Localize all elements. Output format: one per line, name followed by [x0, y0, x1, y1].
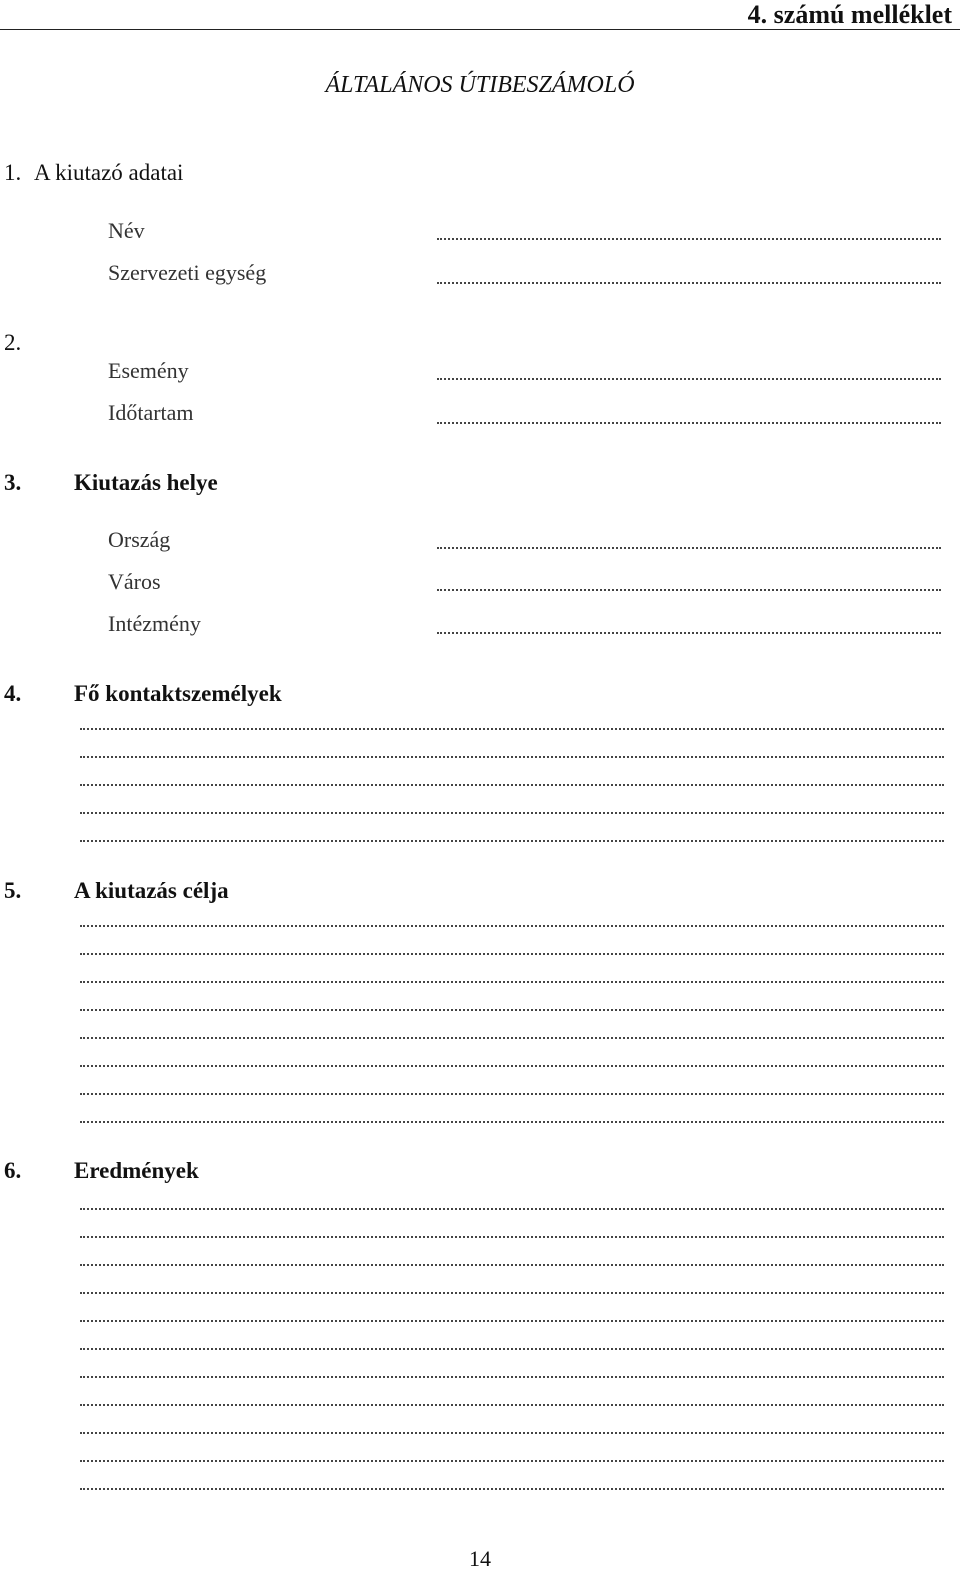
writing-line[interactable]: [80, 1488, 944, 1490]
page-number: 14: [469, 1546, 491, 1571]
writing-line[interactable]: [80, 1065, 944, 1067]
field-label-country: Ország: [108, 527, 171, 552]
writing-line[interactable]: [80, 1376, 944, 1378]
writing-line[interactable]: [80, 812, 944, 814]
section-6-number: 6.: [4, 1158, 22, 1183]
field-label-name: Név: [108, 218, 145, 243]
writing-line[interactable]: [80, 981, 944, 983]
header-rule: [0, 29, 960, 30]
writing-line[interactable]: [80, 1292, 944, 1294]
field-institution-fill[interactable]: [437, 632, 941, 634]
section-4-number: 4.: [4, 681, 22, 706]
annex-label: 4. számú melléklet: [747, 0, 952, 29]
field-event-fill[interactable]: [437, 378, 941, 380]
writing-line[interactable]: [80, 925, 944, 927]
section-2-heading: [4, 330, 21, 356]
writing-line[interactable]: [80, 1320, 944, 1322]
field-label-duration: Időtartam: [108, 400, 194, 425]
section-3-title: Kiutazás helye: [74, 470, 218, 495]
writing-line[interactable]: [80, 1348, 944, 1350]
section-4-heading: [4, 681, 282, 707]
writing-line[interactable]: [80, 1037, 944, 1039]
section-4-title: Fő kontaktszemélyek: [74, 681, 282, 706]
field-label-org-unit: Szervezeti egység: [108, 260, 267, 285]
writing-line[interactable]: [80, 756, 944, 758]
writing-line[interactable]: [80, 1121, 944, 1123]
section-6-heading: [4, 1158, 199, 1184]
writing-line[interactable]: [80, 1009, 944, 1011]
section-5-number: 5.: [4, 878, 22, 903]
writing-line[interactable]: [80, 1432, 944, 1434]
section-6-title: Eredmények: [74, 1158, 199, 1183]
writing-line[interactable]: [80, 1404, 944, 1406]
writing-line[interactable]: [80, 1460, 944, 1462]
section-5-title: A kiutazás célja: [74, 878, 229, 903]
document-title: ÁLTALÁNOS ÚTIBESZÁMOLÓ: [325, 72, 635, 98]
field-label-event: Esemény: [108, 358, 189, 383]
writing-line[interactable]: [80, 1264, 944, 1266]
writing-line[interactable]: [80, 1208, 944, 1210]
section-5-heading: [4, 878, 229, 904]
field-name-fill[interactable]: [437, 238, 941, 240]
field-duration-fill[interactable]: [437, 422, 941, 424]
section-1-number: 1.: [4, 160, 22, 185]
section-1-title: A kiutazó adatai: [34, 160, 184, 185]
field-org-unit-fill[interactable]: [437, 282, 941, 284]
section-3-number: 3.: [4, 470, 22, 495]
section-1-heading: [4, 160, 183, 186]
writing-line[interactable]: [80, 784, 944, 786]
writing-line[interactable]: [80, 840, 944, 842]
writing-line[interactable]: [80, 1236, 944, 1238]
section-2-number: 2.: [4, 330, 22, 355]
field-label-city: Város: [108, 569, 161, 594]
writing-line[interactable]: [80, 953, 944, 955]
writing-line[interactable]: [80, 1093, 944, 1095]
writing-line[interactable]: [80, 728, 944, 730]
field-city-fill[interactable]: [437, 589, 941, 591]
field-country-fill[interactable]: [437, 547, 941, 549]
field-label-institution: Intézmény: [108, 611, 201, 636]
section-3-heading: [4, 470, 218, 496]
